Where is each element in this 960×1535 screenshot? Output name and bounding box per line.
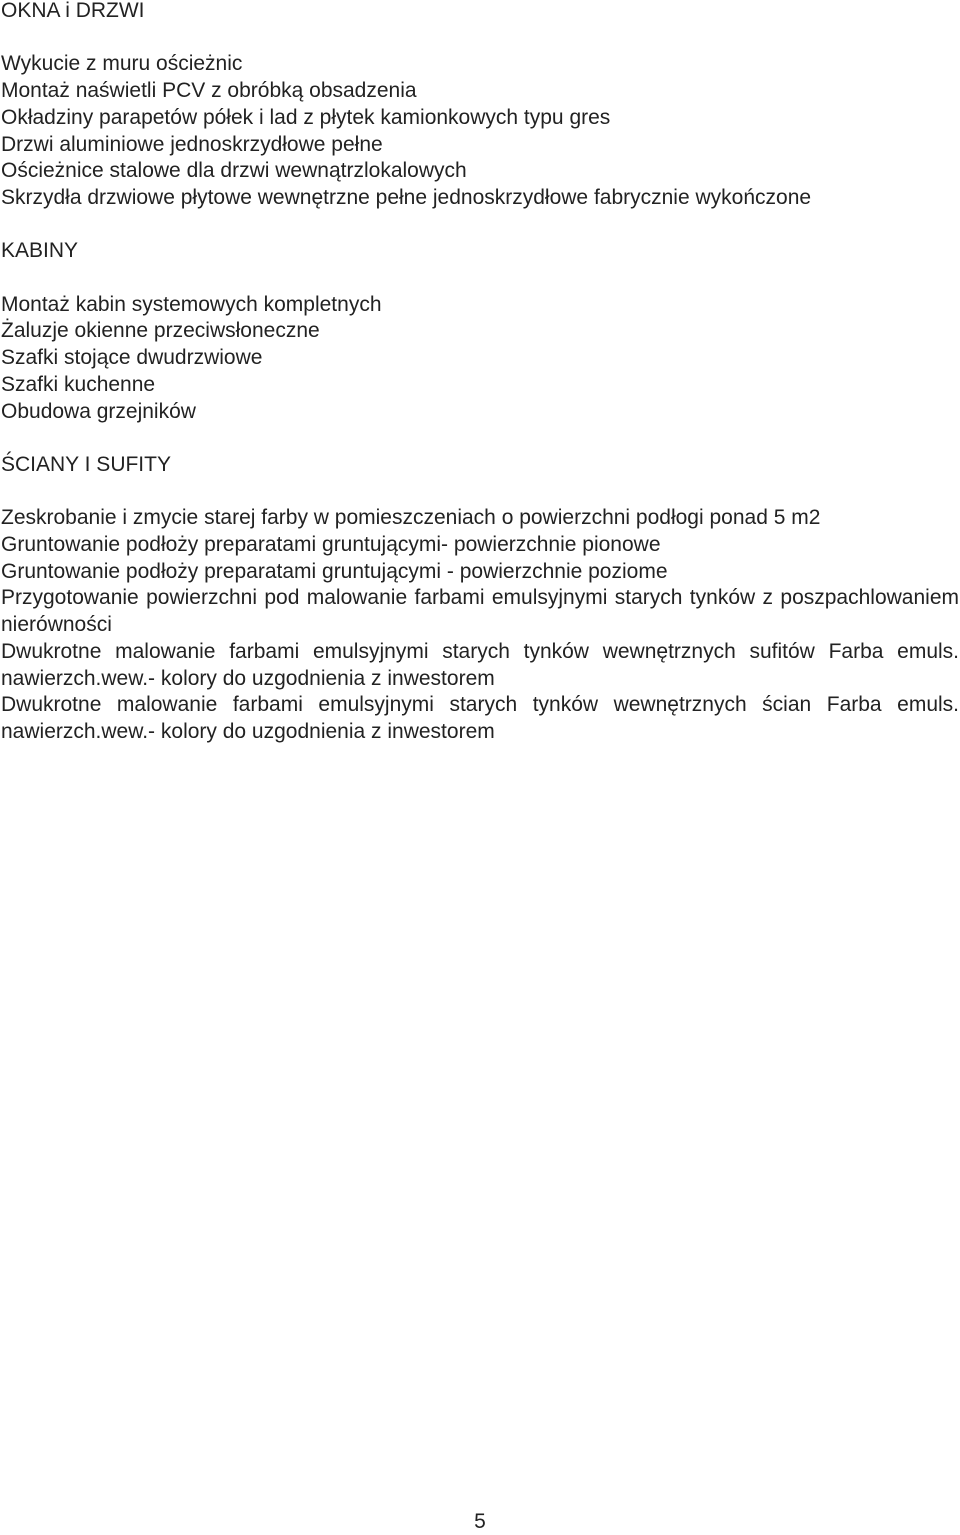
list-item: Szafki stojące dwudrzwiowe (1, 346, 263, 370)
section-kabiny (1, 238, 959, 425)
list-item: Gruntowanie podłoży preparatami gruntującymi - powierzchnie poziome (1, 559, 668, 583)
list-item: Gruntowanie podłoży preparatami gruntującymi- powierzchnie pionowe (1, 532, 661, 556)
page-number (0, 1509, 960, 1535)
list-item: Żaluzje okienne przeciwsłoneczne (1, 319, 320, 343)
list-item: Szafki kuchenne (1, 372, 156, 396)
list-item: Zeskrobanie i zmycie starej farby w pomieszczeniach o powierzchni podłogi ponad 5 m2 (1, 506, 821, 530)
section-heading: ŚCIANY I SUFITY (1, 452, 171, 476)
section-heading: OKNA i DRZWI (1, 0, 145, 22)
list-item: Ościeżnice stalowe dla drzwi wewnątrzlokalowych (1, 159, 467, 183)
list-item: Dwukrotne malowanie farbami emulsyjnymi starych tynków wewnętrznych sufitów Farba emuls. nawierzch.wew.- kolory do uzgodnienia z inwestorem (1, 639, 959, 690)
document-content (1, 0, 959, 746)
section-heading: KABINY (1, 239, 79, 263)
list-item: Wykucie z muru ościeżnic (1, 52, 243, 76)
list-item: Drzwi aluminiowe jednoskrzydłowe pełne (1, 132, 383, 156)
section-sciany-sufity (1, 452, 959, 746)
list-item: Okładziny parapetów półek i lad z płytek kamionkowych typu gres (1, 105, 611, 129)
page-number-text: 5 (474, 1510, 486, 1533)
list-item: Dwukrotne malowanie farbami emulsyjnymi starych tynków wewnętrznych ścian Farba emuls. nawierzch.wew.- kolory do uzgodnienia z inwestorem (1, 693, 959, 743)
list-item: Skrzydła drzwiowe płytowe wewnętrzne pełne jednoskrzydłowe fabrycznie wykończone (1, 185, 812, 209)
list-item: Obudowa grzejników (1, 399, 196, 423)
list-item: Montaż naświetli PCV z obróbką obsadzenia (1, 79, 417, 103)
list-item: Montaż kabin systemowych kompletnych (1, 292, 382, 316)
section-okna-drzwi (1, 0, 959, 212)
list-item: Przygotowanie powierzchni pod malowanie farbami emulsyjnymi starych tynków z poszpachlowaniem nierówności (1, 586, 959, 637)
